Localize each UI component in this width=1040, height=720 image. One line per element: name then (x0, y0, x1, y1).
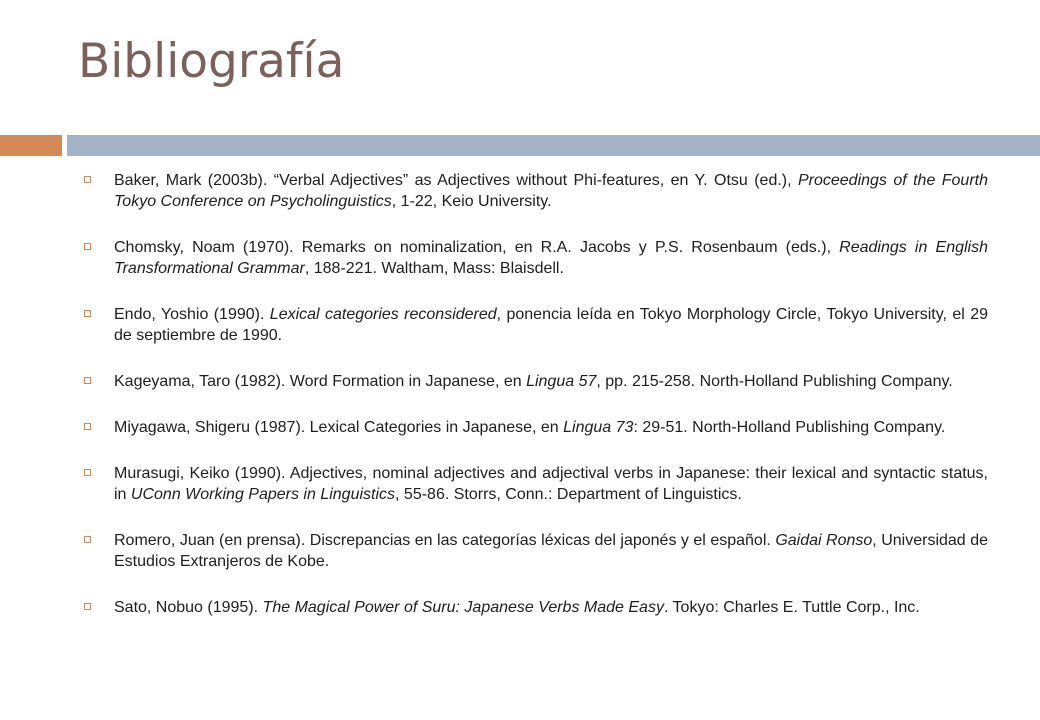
square-bullet-icon (84, 243, 91, 250)
entry-text-segment: : 29-51. North-Holland Publishing Company. (633, 419, 946, 436)
entry-text-segment: , Universidad de Estudios Extranjeros de Kobe. (114, 532, 988, 570)
entry-text-segment: , pp. 215-258. North-Holland Publishing Company. (596, 373, 953, 390)
entry-text-segment: , 55-86. Storrs, Conn.: Department of Linguistics. (395, 486, 742, 503)
entry-text-segment: Miyagawa, Shigeru (1987). Lexical Categories in Japanese, en (114, 419, 564, 436)
square-bullet-icon (84, 536, 91, 543)
bibliography-entry (82, 530, 988, 572)
square-bullet-icon (84, 377, 91, 384)
square-bullet-icon (84, 603, 91, 610)
title-rule-bar (67, 135, 1040, 156)
bibliography-entry-text (114, 465, 988, 503)
slide-title: Bibliografía (78, 34, 345, 89)
italic-title: Lingua 57 (526, 373, 597, 390)
bibliography-entry-text (114, 599, 920, 616)
italic-title: Lexical categories reconsidered (269, 306, 497, 323)
bibliography-entry (82, 170, 988, 212)
entry-text-segment: , 188-221. Waltham, Mass: Blaisdell. (304, 260, 564, 277)
entry-text-segment: Baker, Mark (2003b). “Verbal Adjectives” as Adjectives without Phi-features, en Y. Otsu (ed.), (114, 172, 798, 189)
square-bullet-icon (84, 310, 91, 317)
bibliography-entry-text (114, 239, 988, 277)
square-bullet-icon (84, 469, 91, 476)
bibliography-entry-text (114, 172, 988, 210)
entry-text-segment: Endo, Yoshio (1990). (114, 306, 270, 323)
bibliography-entry-text (114, 306, 988, 344)
title-accent-bar (0, 135, 62, 156)
entry-text-segment: . Tokyo: Charles E. Tuttle Corp., Inc. (663, 599, 920, 616)
bibliography-entry (82, 417, 988, 438)
italic-title: Gaidai Ronso (775, 532, 873, 549)
italic-title: Lingua 73 (563, 419, 634, 436)
entry-text-segment: Sato, Nobuo (1995). (114, 599, 263, 616)
bibliography-entry (82, 304, 988, 346)
bibliography-entry-text (114, 419, 945, 436)
bibliography-entry (82, 237, 988, 279)
bibliography-entry-text (114, 373, 953, 390)
entry-text-segment: Chomsky, Noam (1970). Remarks on nominalization, en R.A. Jacobs y P.S. Rosenbaum (eds.), (114, 239, 840, 256)
entry-text-segment: , 1-22, Keio University. (391, 193, 552, 210)
entry-text-segment: Romero, Juan (en prensa). Discrepancias en las categorías léxicas del japonés y el español. (114, 532, 776, 549)
italic-title: Proceedings of the Fourth Tokyo Conference on Psycholinguistics (114, 172, 988, 210)
italic-title: UConn Working Papers in Linguistics (130, 486, 396, 503)
entry-text-segment: Kageyama, Taro (1982). Word Formation in Japanese, en (114, 373, 527, 390)
bibliography-entry (82, 597, 988, 618)
square-bullet-icon (84, 176, 91, 183)
entry-text-segment: , ponencia leída en Tokyo Morphology Circle, Tokyo University, el 29 de septiembre de 1990. (114, 306, 988, 344)
italic-title: Readings in English Transformational Grammar (114, 239, 988, 277)
bibliography-entry-text (114, 532, 988, 570)
bibliography-entry (82, 463, 988, 505)
square-bullet-icon (84, 423, 91, 430)
entry-text-segment: Murasugi, Keiko (1990). Adjectives, nominal adjectives and adjectival verbs in Japanese: their lexical and syntactic status, in (114, 465, 988, 503)
italic-title: The Magical Power of Suru: Japanese Verbs Made Easy (262, 599, 664, 616)
bibliography-list (82, 170, 988, 643)
bibliography-entry (82, 371, 988, 392)
